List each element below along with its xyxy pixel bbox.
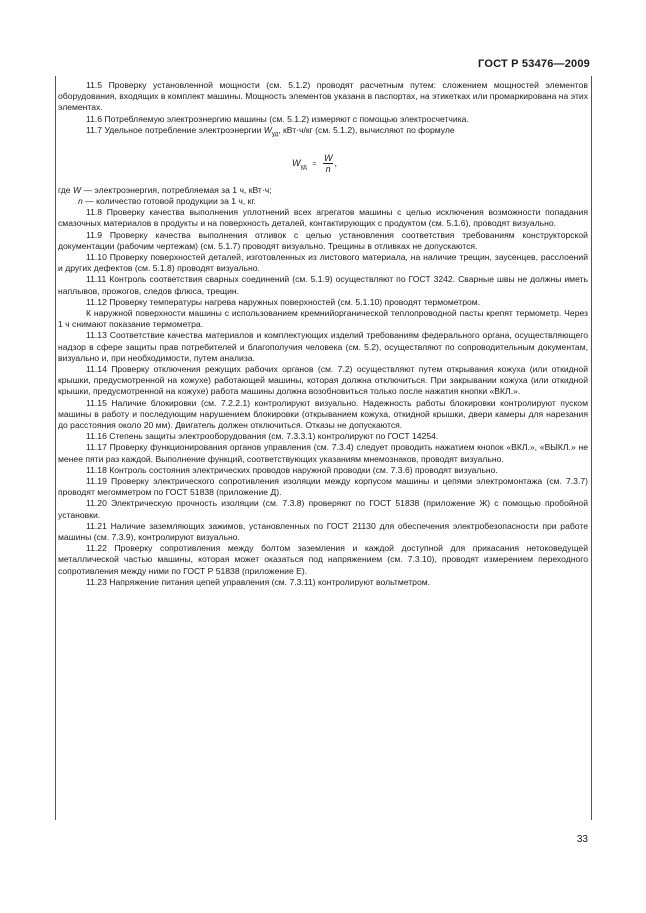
paragraph: 11.22 Проверку сопротивления между болтом заземления и каждой доступной для прикасания нетоковедущей металлической частью машины, которая может оказаться под напряжением (см. 7.3.10), проводят измерением переходного сопротивления между ними по ГОСТ Р 51838 (приложение Е). [58,543,588,576]
body-text [58,80,588,588]
paragraph: 11.18 Контроль состояния электрических проводов наружной проводки (см. 7.3.6) проводят визуально. [86,464,498,475]
paragraph: 11.17 Проверку функционирования органов управления (см. 7.3.4) следует проводить нажатием кнопок «ВКЛ.», «ВЫКЛ.» не менее пяти раз каждой. Выполнение функций, соответствующих указаниям мнемознаков, проводят визуально. [58,442,588,464]
document-header: ГОСТ Р 53476—2009 [478,58,590,70]
paragraph: 11.19 Проверку электрического сопротивления изоляции между корпусом машины и цепями электромонтажа (см. 7.3.7) проводят мегомметром по ГОСТ 51838 (приложение Д). [58,476,588,498]
paragraph: 11.16 Степень защиты электрооборудования (см. 7.3.3.1) контролируют по ГОСТ 14254. [86,431,439,442]
paragraph: К наружной поверхности машины с использованием кремнийорганической теплопроводной пасты крепят термометр. Через 1 ч снимают показание термометра. [58,307,588,330]
paragraph: 11.7 Удельное потребление электроэнергии $W_{уд}$, кВт·ч/кг (см. 5.1.2), вычисляют по формуле [86,124,455,138]
paragraph: 11.13 Соответствие качества материалов и комплектующих изделий требованиям федерального органа, осуществляющего надзор в сфере защиты прав потребителей и благополучия человека (см. 5.2), осуществляют по сопроводительным документам, визуально и, при необходимости, путем анализа. [58,330,588,363]
paragraph: 11.14 Проверку отключения режущих рабочих органов (см. 7.2) осуществляют путем открывания кожуха (или откидной крышки, предусмотренной на кожухе) работающей машины, которая должна отключиться. При закрывании кожуха (или откидной крышки, предусмотренной на кожухе) работа машины должна возобновиться только после нажатия кнопки «ВКЛ.». [58,363,588,397]
where-line: где W — электроэнергия, потребляемая за 1 ч, кВт·ч; [58,184,272,195]
where-line: n — количество готовой продукции за 1 ч, кг. [78,195,256,206]
paragraph: 11.6 Потребляемую электроэнергию машины (см. 5.1.2) измеряют с помощью электросчетчика. [86,113,469,124]
paragraph: 11.23 Напряжение питания цепей управления (см. 7.3.11) контролируют вольтметром. [86,576,431,587]
paragraph: 11.11 Контроль соответствия сварных соединений (см. 5.1.9) осуществляют по ГОСТ 3242. Сварные швы не должны иметь наплывов, прожогов, следов флюса, трещин. [58,274,588,296]
fraction: $\frac{W}{n}$ [323,152,333,174]
paragraph: 11.12 Проверку температуры нагрева наружных поверхностей (см. 5.1.10) проводят термометром. [86,296,481,307]
paragraph: 11.9 Проверку качества выполнения отливок с целью установления соответствия требованиям конструкторской документации (рабочим чертежам) (см. 5.1.7) проводят визуально. Трещины в отливках не допускаются. [58,229,588,251]
paragraph: 11.10 Проверку поверхностей деталей, изготовленных из листового материала, на наличие трещин, заусенцев, расслоений и других дефектов (см. 5.1.8) проводят визуально. [58,251,588,274]
paragraph: 11.5 Проверку установленной мощности (см. 5.1.2) проводят расчетным путем: сложением мощностей элементов оборудования, входящих в комплект машины. Мощность элементов указана в паспортах, на этикетках или промаркирована на этих элементах. [58,80,588,113]
formula: $W_{уд}$ = $\frac{W}{n}$ , [292,152,337,174]
paragraph: 11.21 Наличие заземляющих зажимов, установленных по ГОСТ 21130 для обеспечения электробезопасности при работе машины (см. 7.3.9), контролируют визуально. [58,520,588,543]
page-number: 33 [576,834,588,845]
paragraph: 11.8 Проверку качества выполнения уплотнений всех агрегатов машины с целью исключения возможности попадания смазочных материалов в продукты и на поверхность деталей, контактирующих с продуктом (см. 5.1.6), проводят визуально. [58,207,588,229]
paragraph: 11.20 Электрическую прочность изоляции (см. 7.3.8) проверяют по ГОСТ 51838 (приложение Ж) с помощью пробойной установки. [58,498,588,520]
paragraph: 11.15 Наличие блокировки (см. 7.2.2.1) контролируют визуально. Надежность работы блокировки контролируют пуском машины в работу и последующим нарушением блокировки (открыванием кожуха, откидной крышки, двери камеры для нарезания до расстояния около 20 мм). Двигатель должен отключиться. Отказы не допускаются. [58,397,588,430]
